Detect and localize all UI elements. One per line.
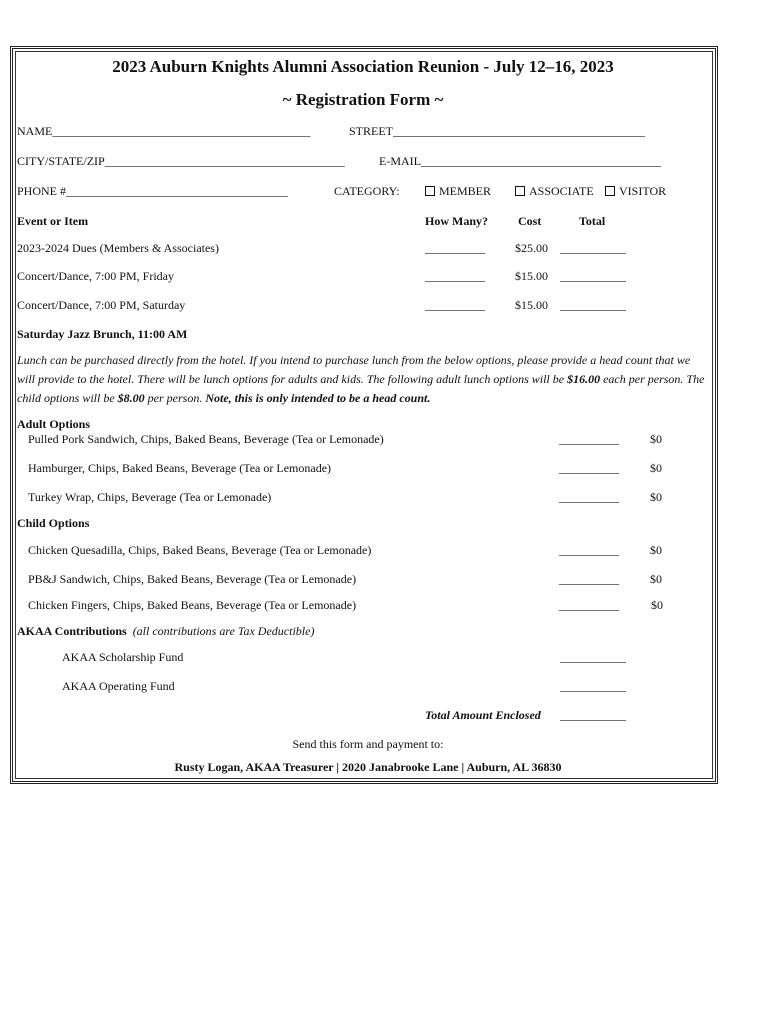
- item-dues-label: 2023-2024 Dues (Members & Associates): [17, 241, 219, 255]
- category-label: CATEGORY:: [334, 184, 400, 198]
- city-state-zip-field[interactable]: CITY/STATE/ZIP________________________________________: [17, 154, 345, 168]
- name-field[interactable]: NAME___________________________________________: [17, 124, 311, 138]
- scholarship-fund-label: AKAA Scholarship Fund: [62, 650, 184, 664]
- item-friday-qty[interactable]: __________: [425, 269, 485, 283]
- contributions-note: (all contributions are Tax Deductible): [132, 624, 315, 638]
- column-header-cost: Cost: [518, 214, 542, 228]
- operating-fund-line[interactable]: ___________: [560, 679, 626, 693]
- column-header-how-many: How Many?: [425, 214, 488, 228]
- contributions-heading: AKAA Contributions: [17, 624, 127, 638]
- form-subtitle: ~ Registration Form ~: [282, 90, 444, 109]
- head-count-note: Note, this is only intended to be a head count.: [205, 391, 431, 405]
- adult-option-2-price: $0: [650, 461, 662, 475]
- category-member-label: MEMBER: [439, 184, 492, 198]
- item-saturday-total[interactable]: ___________: [560, 298, 626, 312]
- brunch-description: [17, 351, 711, 408]
- total-amount-label: Total Amount Enclosed: [425, 708, 541, 722]
- item-dues-qty[interactable]: __________: [425, 241, 485, 255]
- child-option-2-label: PB&J Sandwich, Chips, Baked Beans, Beverage (Tea or Lemonade): [28, 572, 357, 586]
- item-saturday-qty[interactable]: __________: [425, 298, 485, 312]
- checkbox-icon[interactable]: [515, 186, 525, 196]
- send-to-text: Send this form and payment to:: [292, 737, 444, 751]
- item-friday-label: Concert/Dance, 7:00 PM, Friday: [17, 269, 174, 283]
- child-option-3-line[interactable]: __________: [559, 598, 619, 612]
- child-option-3-price: $0: [651, 598, 663, 612]
- brunch-text-1: Lunch can be purchased directly from the hotel. If you intend to purchase lunch from the below options, please provide a head count that we will provide to the hotel. There will be lunch options for adults and kids. The following adult lunch options will be: [17, 353, 691, 386]
- adult-option-3-label: Turkey Wrap, Chips, Beverage (Tea or Lemonade): [28, 490, 272, 504]
- checkbox-icon[interactable]: [605, 186, 615, 196]
- child-options-heading: Child Options: [17, 516, 90, 530]
- child-option-1-line[interactable]: __________: [559, 543, 619, 557]
- email-field[interactable]: E-MAIL________________________________________: [379, 154, 661, 168]
- brunch-text-2: each per person. The child options will be: [17, 372, 705, 405]
- adult-option-2-label: Hamburger, Chips, Baked Beans, Beverage (Tea or Lemonade): [28, 461, 332, 475]
- checkbox-icon[interactable]: [425, 186, 435, 196]
- total-amount-line[interactable]: ___________: [560, 708, 626, 722]
- treasurer-address: Rusty Logan, AKAA Treasurer | 2020 Janabrooke Lane | Auburn, AL 36830: [174, 760, 562, 774]
- item-saturday-label: Concert/Dance, 7:00 PM, Saturday: [17, 298, 186, 312]
- operating-fund-label: AKAA Operating Fund: [62, 679, 175, 693]
- adult-options-heading: Adult Options: [17, 417, 91, 431]
- form-title: 2023 Auburn Knights Alumni Association Reunion - July 12–16, 2023: [112, 57, 614, 76]
- item-dues-total[interactable]: ___________: [560, 241, 626, 255]
- column-header-event: Event or Item: [17, 214, 89, 228]
- item-dues-cost: $25.00: [515, 241, 548, 255]
- child-price: $8.00: [117, 391, 145, 405]
- child-option-3-label: Chicken Fingers, Chips, Baked Beans, Beverage (Tea or Lemonade): [28, 598, 357, 612]
- child-option-1-label: Chicken Quesadilla, Chips, Baked Beans, Beverage (Tea or Lemonade): [28, 543, 372, 557]
- adult-option-1-label: Pulled Pork Sandwich, Chips, Baked Beans, Beverage (Tea or Lemonade): [28, 432, 384, 446]
- category-visitor-option[interactable]: [605, 184, 666, 199]
- contributions-row: [17, 624, 314, 639]
- adult-option-3-price: $0: [650, 490, 662, 504]
- adult-price: $16.00: [567, 372, 601, 386]
- child-option-2-price: $0: [650, 572, 662, 586]
- category-associate-option[interactable]: [515, 184, 594, 199]
- phone-field[interactable]: PHONE #_____________________________________: [17, 184, 289, 198]
- adult-option-1-price: $0: [650, 432, 662, 446]
- column-header-total: Total: [579, 214, 606, 228]
- adult-option-2-line[interactable]: __________: [559, 461, 619, 475]
- item-friday-total[interactable]: ___________: [560, 269, 626, 283]
- category-visitor-label: VISITOR: [619, 184, 667, 198]
- brunch-heading: Saturday Jazz Brunch, 11:00 AM: [17, 327, 188, 341]
- child-option-1-price: $0: [650, 543, 662, 557]
- scholarship-fund-line[interactable]: ___________: [560, 650, 626, 664]
- street-field[interactable]: STREET__________________________________________: [349, 124, 645, 138]
- adult-option-3-line[interactable]: __________: [559, 490, 619, 504]
- child-option-2-line[interactable]: __________: [559, 572, 619, 586]
- brunch-text-3: per person.: [144, 391, 206, 405]
- adult-option-1-line[interactable]: __________: [559, 432, 619, 446]
- item-saturday-cost: $15.00: [515, 298, 548, 312]
- category-associate-label: ASSOCIATE: [529, 184, 594, 198]
- category-member-option[interactable]: [425, 184, 491, 199]
- item-friday-cost: $15.00: [515, 269, 548, 283]
